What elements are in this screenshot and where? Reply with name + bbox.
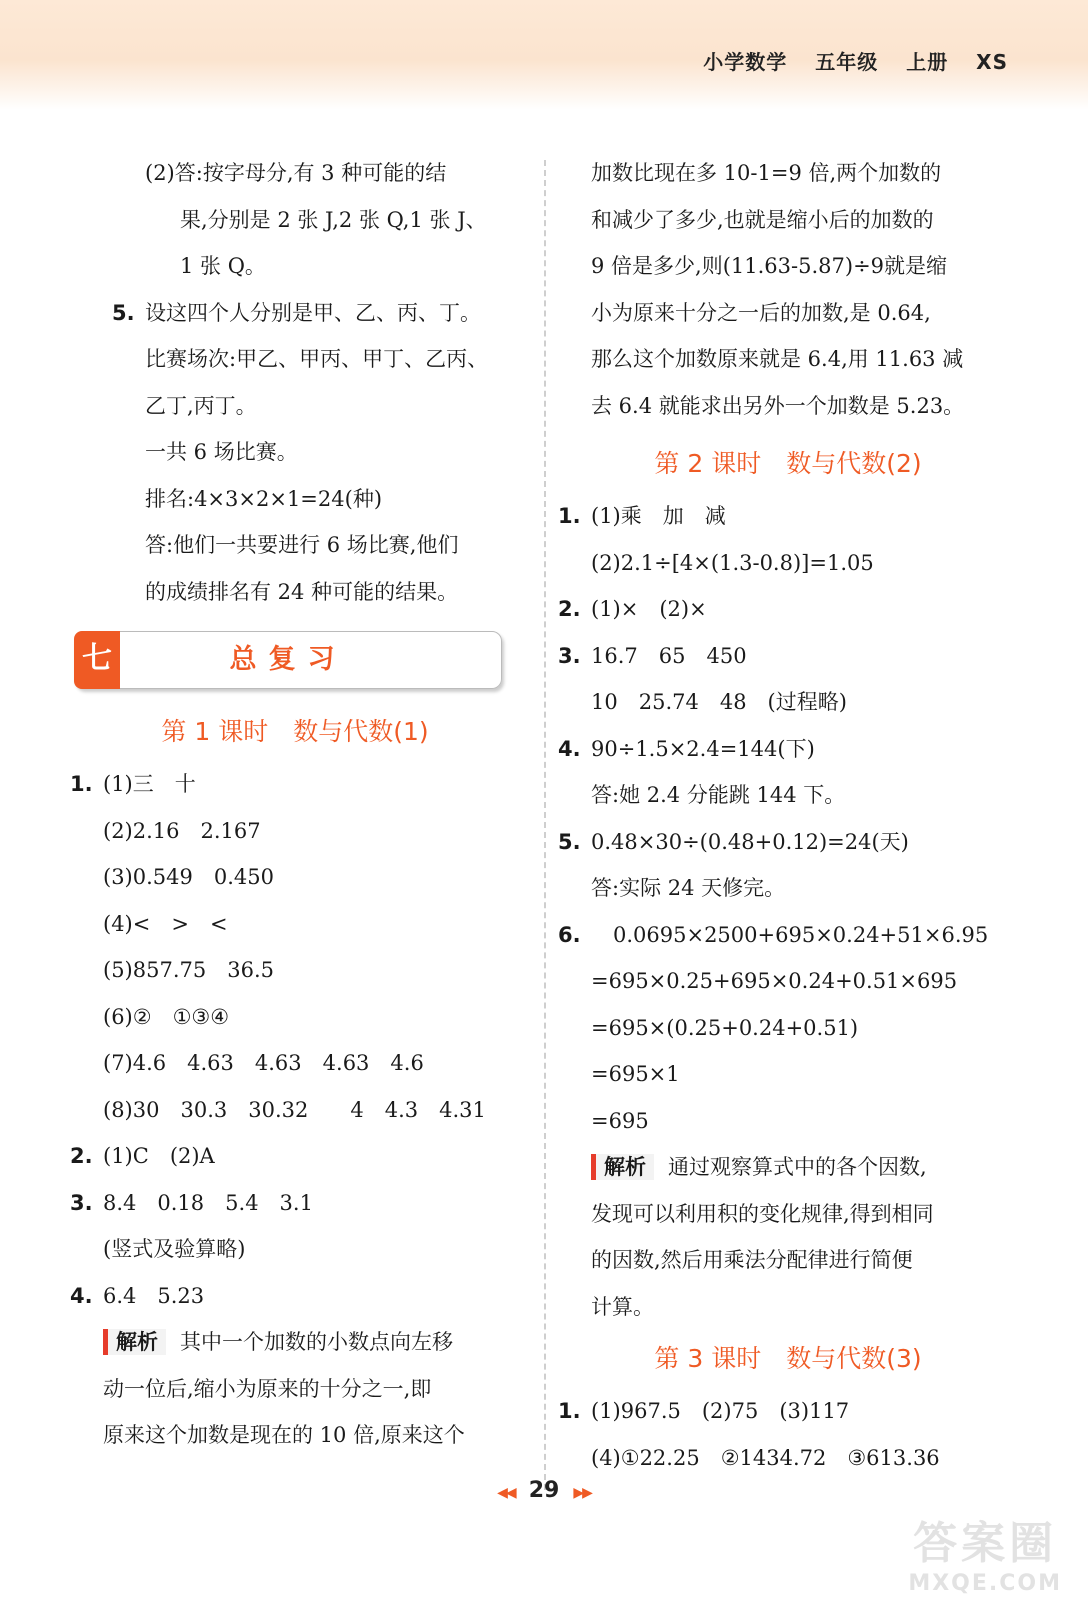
text-line: (4)①22.25 ②1434.72 ③613.36 [591,1445,940,1470]
text-line: 的成绩排名有 24 种可能的结果。 [145,579,459,604]
text-line: 加数比现在多 10-1=9 倍,两个加数的 [591,161,942,185]
text-line: (6)② ①③④ [103,1004,230,1029]
question-1 [558,493,1018,540]
question-3 [70,1180,520,1227]
text-line: 去 6.4 就能求出另外一个加数是 5.23。 [591,393,965,418]
text-line: 排名:4×3×2×1=24(种) [145,486,383,511]
text-line: 通过观察算式中的各个因数, [668,1155,927,1179]
text-line: (4)< > < [103,911,228,936]
text-line: 果,分别是 2 张 J,2 张 Q,1 张 J、 [180,207,487,232]
lesson-title: 第 3 课时 数与代数(3) [654,1344,922,1373]
lesson-title: 第 2 课时 数与代数(2) [654,449,922,478]
text-line: 乙丁,丙丁。 [145,393,257,418]
text-line: =695×0.25+695×0.24+0.51×695 [591,969,958,993]
question-6 [558,912,1018,959]
text-line: 其中一个加数的小数点向左移 [180,1330,453,1354]
question-5 [558,819,1018,866]
lesson-title: 第 1 课时 数与代数(1) [161,717,429,746]
edition-label: XS [976,50,1008,74]
text-line: (1)× (2)× [591,597,707,621]
page-number: 29 [528,1478,560,1503]
text-line: (8)30 30.3 30.32 4 4.3 4.31 [103,1097,486,1122]
text-line: 和减少了多少,也就是缩小后的加数的 [591,207,934,232]
question-4 [70,1273,520,1320]
text-line: 9 倍是多少,则(11.63-5.87)÷9就是缩 [591,254,948,278]
watermark-url: MXQE.COM [908,1571,1062,1596]
text-line: 10 25.74 48 (过程略) [591,690,847,714]
text-line: (1)乘 加 减 [591,504,726,528]
text-line: =695 [591,1108,649,1133]
text-line: =695×(0.25+0.24+0.51) [591,1015,859,1040]
text-line: (7)4.6 4.63 4.63 4.63 4.6 [103,1051,424,1075]
text-line: 的因数,然后用乘法分配律进行简便 [591,1248,913,1272]
text-line: 1 张 Q。 [180,254,266,278]
text-line: (1)三 十 [103,772,196,796]
text-line: (5)857.75 36.5 [103,958,274,982]
text-line: 小为原来十分之一后的加数,是 0.64, [591,300,931,325]
text-line: (2)答:按字母分,有 3 种可能的结 [145,161,447,185]
question-number: 6. [558,922,581,947]
analysis-line [558,1144,1018,1191]
text-line: 设这四个人分别是甲、乙、丙、丁。 [145,300,481,325]
text-line: (1)967.5 (2)75 (3)117 [591,1399,850,1423]
grade-label: 五年级 [815,50,879,74]
text-line: 动一位后,缩小为原来的十分之一,即 [103,1376,432,1401]
page-footer [0,1478,1088,1503]
question-5 [70,290,520,337]
question-number: 5. [558,829,581,854]
question-number: 1. [558,1399,581,1423]
text-line: 16.7 65 450 [591,643,747,668]
text-line: 90÷1.5×2.4=144(下) [591,736,815,761]
question-2 [70,1133,520,1180]
question-number: 1. [558,504,581,528]
chapter-title: 总复习 [229,644,347,675]
question-4 [558,726,1018,773]
text-line: 计算。 [591,1294,654,1319]
question-number: 3. [70,1190,93,1215]
text-line: (2)2.1÷[4×(1.3-0.8)]=1.05 [591,550,874,575]
question-2 [558,586,1018,633]
right-column [558,150,1018,1481]
chapter-banner [74,631,502,689]
text-line: 答:他们一共要进行 6 场比赛,他们 [145,533,459,557]
text-line: 比赛场次:甲乙、甲丙、甲丁、乙丙、 [145,347,489,371]
question-1 [70,761,520,808]
question-number: 3. [558,643,581,668]
question-3 [558,633,1018,680]
text-line: (2)2.16 2.167 [103,818,261,843]
subject-label: 小学数学 [703,50,788,74]
question-number: 4. [558,736,581,761]
text-line: 答:实际 24 天修完。 [591,876,786,900]
volume-label: 上册 [906,50,949,74]
text-line: (竖式及验算略) [103,1237,246,1261]
text-line: (1)C (2)A [103,1144,215,1168]
text-line: 一共 6 场比赛。 [145,440,298,464]
text-line: =695×1 [591,1062,680,1086]
question-number: 4. [70,1283,93,1308]
text-line: 6.4 5.23 [103,1283,205,1308]
watermark-text: 答案圈 [913,1518,1058,1569]
text-line: 原来这个加数是现在的 10 倍,原来这个 [103,1423,465,1447]
analysis-label: 解析 [103,1329,166,1355]
question-number: 2. [70,1144,93,1168]
question-number: 2. [558,597,581,621]
text-line: 发现可以利用积的变化规律,得到相同 [591,1201,934,1226]
chapter-badge: 七 [74,631,120,689]
question-number: 1. [70,772,93,796]
analysis-line [70,1319,520,1366]
text-line: 0.0695×2500+695×0.24+51×6.95 [613,922,989,947]
watermark-logo [908,1507,1062,1596]
prev-arrows-icon: ◀◀ [497,1485,515,1501]
question-1 [558,1388,1018,1435]
question-number: 5. [112,300,135,325]
analysis-label: 解析 [591,1154,654,1180]
next-arrows-icon: ▶▶ [573,1485,591,1501]
text-line: (3)0.549 0.450 [103,865,274,889]
text-line: 那么这个加数原来就是 6.4,用 11.63 减 [591,347,964,371]
text-line: 0.48×30÷(0.48+0.12)=24(天) [591,829,909,854]
text-line: 答:她 2.4 分能跳 144 下。 [591,783,846,807]
text-line: 8.4 0.18 5.4 3.1 [103,1190,313,1215]
column-divider [544,160,546,1490]
left-column [70,150,520,1459]
book-info [683,46,1008,75]
